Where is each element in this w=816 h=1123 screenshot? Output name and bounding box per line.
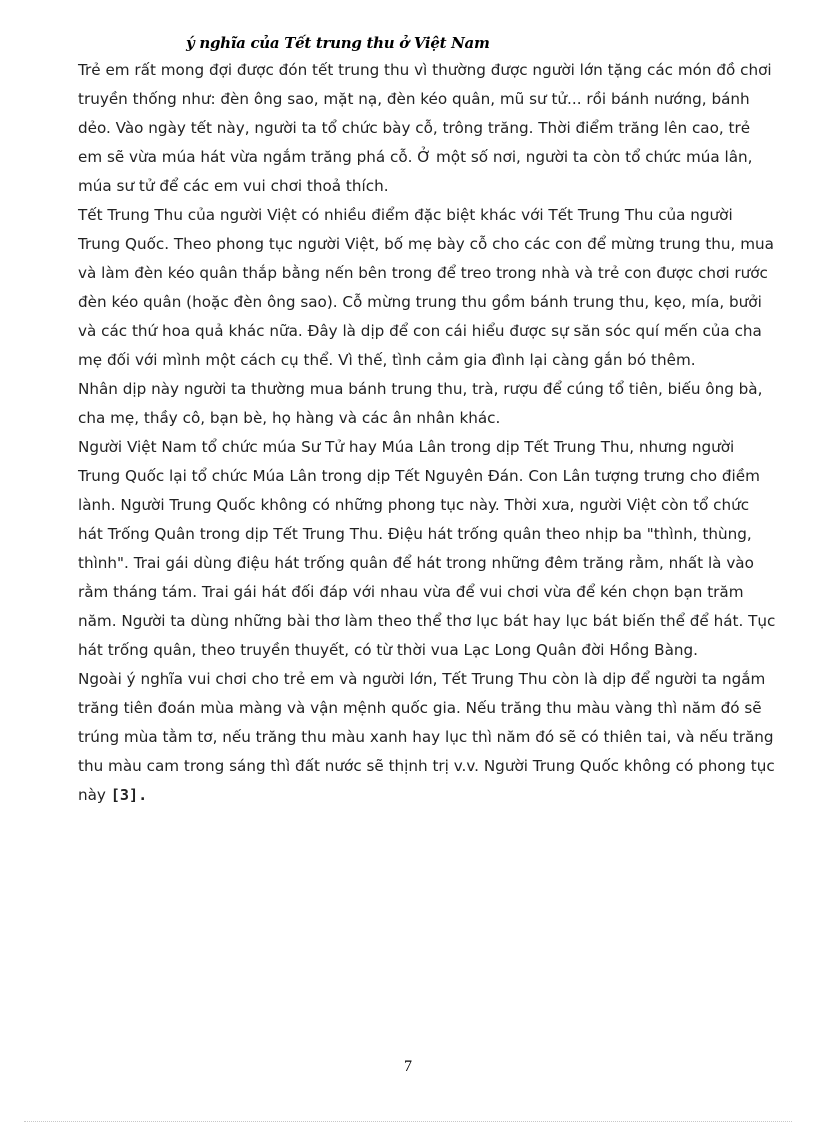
- paragraph: Tết Trung Thu của người Việt có nhiều điểm đặc biệt khác với Tết Trung Thu của người Trung Quốc. Theo phong tục người Việt, bố mẹ bày cỗ cho các con để mừng trung thu, mua và làm đèn kéo quân thắp bằng nến bên trong để treo trong nhà và trẻ con được chơi rước đèn kéo quân (hoặc đèn ông sao). Cỗ mừng trung thu gồm bánh trung thu, kẹo, mía, bưởi và các thứ hoa quả khác nữa. Đây là dịp để con cái hiểu được sự săn sóc quí mến của cha mẹ đối với mình một cách cụ thể. Vì thế, tình cảm gia đình lại càng gắn bó thêm.: [78, 206, 774, 369]
- page-number: 7: [404, 1058, 412, 1075]
- paragraph-last: [78, 665, 778, 810]
- paragraph: Nhân dịp này người ta thường mua bánh trung thu, trà, rượu để cúng tổ tiên, biếu ông bà, cha mẹ, thầy cô, bạn bè, họ hàng và các ân nhân khác.: [78, 380, 763, 427]
- paragraph: Trẻ em rất mong đợi được đón tết trung thu vì thường được người lớn tặng các món đồ chơi truyền thống như: đèn ông sao, mặt nạ, đèn kéo quân, mũ sư tử... rồi bánh nướng, bánh dẻo. Vào ngày tết này, người ta tổ chức bày cỗ, trông trăng. Thời điểm trăng lên cao, trẻ em sẽ vừa múa hát vừa ngắm trăng phá cỗ. Ở một số nơi, người ta còn tổ chức múa lân, múa sư tử để các em vui chơi thoả thích.: [78, 61, 772, 195]
- page-divider: [24, 1121, 792, 1122]
- body-text: [78, 56, 778, 810]
- citation-reference: [3].: [110, 786, 148, 804]
- paragraph-text: Ngoài ý nghĩa vui chơi cho trẻ em và người lớn, Tết Trung Thu còn là dịp để người ta ngắm trăng tiên đoán mùa màng và vận mệnh quốc gia. Nếu trăng thu màu vàng thì năm đó sẽ trúng mùa tằm tơ, nếu trăng thu màu xanh hay lục thì năm đó sẽ có thiên tai, và nếu trăng thu màu cam trong sáng thì đất nước sẽ thịnh trị v.v. Người Trung Quốc không có phong tục này: [78, 670, 775, 804]
- paragraph: Người Việt Nam tổ chức múa Sư Tử hay Múa Lân trong dịp Tết Trung Thu, nhưng người Trung Quốc lại tổ chức Múa Lân trong dịp Tết Nguyên Đán. Con Lân tượng trưng cho điềm lành. Người Trung Quốc không có những phong tục này. Thời xưa, người Việt còn tổ chức hát Trống Quân trong dịp Tết Trung Thu. Điệu hát trống quân theo nhịp ba "thình, thùng, thình". Trai gái dùng điệu hát trống quân để hát trong những đêm trăng rằm, nhất là vào rằm tháng tám. Trai gái hát đối đáp với nhau vừa để vui chơi vừa để kén chọn bạn trăm năm. Người ta dùng những bài thơ làm theo thể thơ lục bát hay lục bát biến thể để hát. Tục hát trống quân, theo truyền thuyết, có từ thời vua Lạc Long Quân đời Hồng Bàng.: [78, 438, 776, 659]
- page-title: ý nghĩa của Tết trung thu ở Việt Nam: [186, 34, 490, 52]
